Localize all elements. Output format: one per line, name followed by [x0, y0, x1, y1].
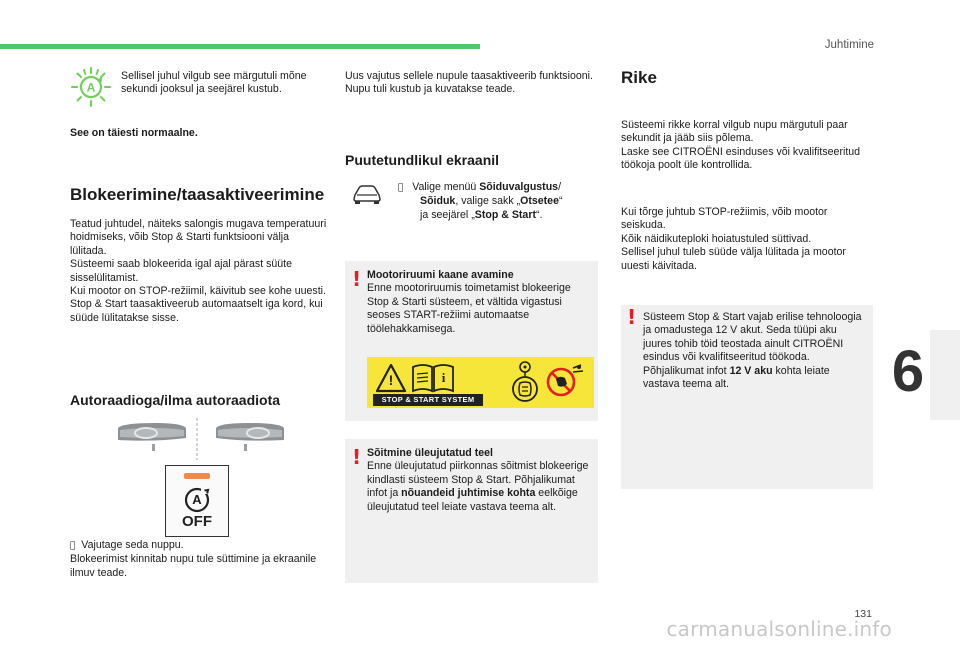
warning-engine-text [367, 269, 593, 336]
blocking-p1: Teatud juhtudel, näiteks salongis mugava temperatuuri hoidmiseks, võib Stop & Starti funktsiooni välja lülitada. [70, 218, 327, 257]
auto-stop-start-icon [183, 486, 211, 514]
radio-title: Autoraadioga/ilma autoraadiota [70, 392, 281, 408]
fault-p4: Kõik näidikuteploki hoiatustuled süttivad. [621, 232, 812, 245]
radio-step1-text: Vajutage seda nuppu. [75, 539, 179, 551]
step-bullet-icon [70, 541, 75, 551]
fault-text-1 [621, 119, 871, 173]
battery-note-text [643, 311, 865, 391]
touch-l2b: , valige sakk „ [455, 195, 521, 208]
blocking-p2: Süsteemi saab blokeerida igal ajal pärast süüte sisselülitamist. [70, 258, 293, 284]
svg-text:A: A [86, 80, 96, 95]
fault-text-2 [621, 206, 871, 273]
warning-icon: ! [627, 305, 637, 329]
touchscreen-instructions [398, 181, 598, 222]
fault-p3: Kui tõrge juhtub STOP-režiimis, võib mootor seiskuda. [621, 206, 828, 232]
button-indicator-light [184, 473, 210, 479]
radio-step1 [70, 539, 330, 553]
warning-flooded-text [367, 447, 593, 514]
touch-line1 [398, 181, 598, 195]
warning-icon: ! [352, 445, 362, 469]
normal-text: See on täiesti normaalne. [70, 127, 198, 139]
touch-l1c: / [552, 181, 556, 193]
fault-title: Rike [621, 68, 657, 87]
stop-start-system-banner: STOP & START SYSTEM [373, 394, 483, 406]
warning-engine-body: Enne mootoriruumis toimetamist blokeerige Stop & Starti süsteem, et vältida vigastusi seoses START-režiimi automaatse töölehakkamisega. [367, 282, 571, 335]
battery-note-c: kohta leiate vastava teema alt. [643, 364, 830, 391]
reactivation-p1: Uus vajutus sellele nupule taasaktiveerib funktsiooni. [345, 70, 593, 82]
triangle-warning-icon [375, 363, 407, 393]
stop-start-option: Stop & Start [474, 208, 536, 221]
battery-note-box [621, 305, 873, 489]
touchscreen-title: Puutetundlikul ekraanil [345, 152, 500, 168]
manual-book-icon [411, 363, 455, 393]
no-hands-icon [545, 362, 585, 404]
blocking-p4: Stop & Start taasaktiveerub automaatselt iga kord, kui süüde lülitatakse sisse. [70, 298, 323, 324]
blocking-p3: Kui mootor on STOP-režiimil, käivitub see kohe uuesti. [70, 285, 326, 298]
touch-l2d: “ [558, 195, 563, 208]
triangle-warning-mark: ! [388, 372, 394, 388]
driving-advice-link: nõuandeid juhtimise kohta [401, 487, 536, 500]
dashboard-illustration [116, 418, 286, 460]
warning-box-engine [345, 261, 598, 421]
page-number: 131 [854, 608, 872, 620]
radio-step2: Blokeerimist kinnitab nupu tule süttimine ja ekraanile ilmuv teade. [70, 553, 317, 579]
touch-line3 [398, 209, 598, 222]
manual-info-mark: i [441, 370, 446, 385]
warning-flooded-body [367, 460, 593, 514]
touch-bullet-icon [398, 183, 403, 193]
button-icon-letter: A [192, 492, 202, 507]
blocking-text [70, 218, 328, 325]
reactivation-p2: Nupu tuli kustub ja kuvatakse teade. [345, 83, 516, 96]
menu-vehicle-link: Sõiduk [420, 195, 456, 208]
watermark: carmanualsonline.info [666, 617, 892, 641]
fault-p1: Süsteemi rikke korral vilgub nupu märgutuli paar sekundit ja jääb siis põlema. [621, 119, 848, 145]
button-off-label: OFF [182, 513, 212, 530]
reactivation-text [345, 70, 595, 97]
touch-l3a: ja seejärel „ [420, 208, 475, 221]
fault-p2: Laske see CITROËNI esinduses või kvalifitseeritud töökoja poolt üle kontrollida. [621, 145, 861, 172]
fault-p5: Sellisel juhul tuleb süüde välja lülitada ja mootor uuesti käivitada. [621, 246, 846, 272]
engine-warning-label [367, 357, 594, 408]
spinning-fan-icon [510, 361, 540, 405]
warning-flooded-title: Sõitmine üleujutatud teel [367, 447, 493, 459]
warning-box-flooded [345, 439, 598, 583]
tab-shortcut-link: Otsetee [520, 195, 559, 208]
touch-l1a: Valige menüü [406, 181, 474, 193]
section-label: Juhtimine [824, 39, 874, 51]
radio-steps [70, 539, 330, 580]
flooded-body-c: eelkõige üleujutatud teel leiate vastava teema alt. [367, 487, 578, 513]
intro-text: Sellisel juhul vilgub see märgutuli mõne sekundi jooksul ja seejärel kustub. [121, 70, 307, 96]
warning-engine-title: Mootoriruumi kaane avamine [367, 269, 514, 281]
battery-note-a: Süsteem Stop & Start vajab erilise tehnoloogia ja omadustega 12 V akut. Seda tüüpi aku juures tohib töid teostada ainult CITROËNI esindus või kvalifitseeritud töökoda. Põhjalikumat infot [643, 311, 862, 377]
stop-start-off-button[interactable] [165, 465, 229, 537]
battery-link: 12 V aku [729, 364, 773, 377]
flooded-body-a: Enne üleujutatud piirkonnas sõitmist blokeerige kindlasti süsteem Stop & Start. Põhjalikumat infot ja [367, 460, 589, 500]
touch-line2 [398, 195, 598, 208]
blocking-title: Blokeerimine/taasaktiveerimine [70, 185, 325, 204]
touch-l3c: “. [535, 208, 543, 221]
warning-icon: ! [352, 267, 362, 291]
chapter-number: 6 [891, 339, 925, 404]
top-accent-bar [0, 44, 480, 49]
stop-start-indicator-icon [70, 66, 112, 108]
menu-lighting-link: Sõiduvalgustus [473, 181, 553, 193]
car-icon [350, 183, 384, 205]
